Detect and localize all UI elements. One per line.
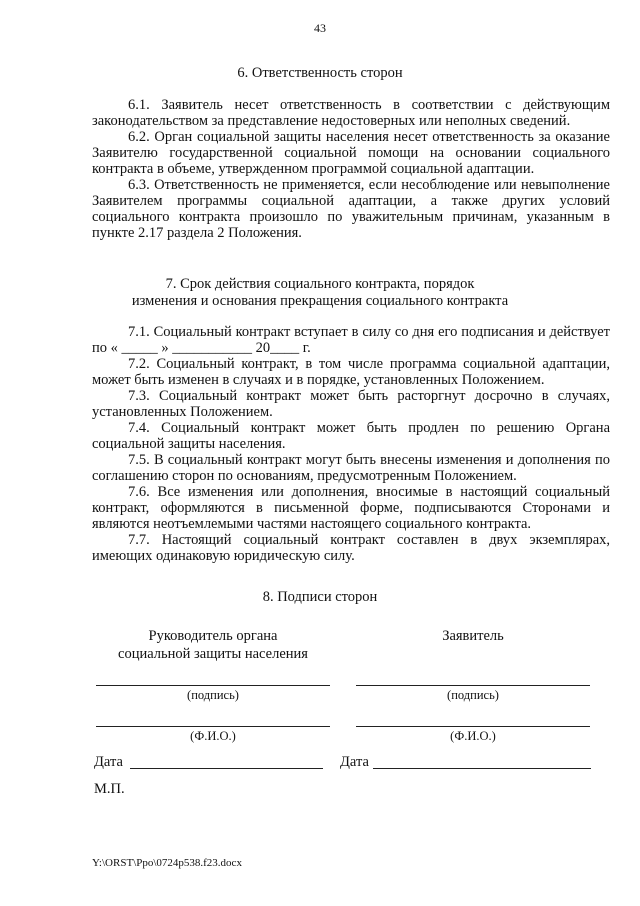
left-name-line[interactable] <box>96 726 330 727</box>
paragraph-7-7: 7.7. Настоящий социальный контракт составлен в двух экземплярах, имеющих одинаковую юридическую силу. <box>92 532 610 564</box>
left-name-caption: (Ф.И.О.) <box>190 729 236 743</box>
left-party-title <box>96 627 330 663</box>
section-7-title-line2: изменения и основания прекращения социального контракта <box>131 293 509 309</box>
paragraph-7-2: 7.2. Социальный контракт, в том числе программа социальной адаптации, может быть изменен в случаях и в порядке, установленных Положением. <box>92 356 610 388</box>
right-date-line[interactable] <box>373 768 591 769</box>
paragraph-7-4: 7.4. Социальный контракт может быть продлен по решению Органа социальной защиты населения. <box>92 420 610 452</box>
right-signature-line[interactable] <box>356 685 590 686</box>
paragraph-6-1: 6.1. Заявитель несет ответственность в соответствии с действующим законодательством за представление недостоверных или неполных сведений. <box>92 97 610 129</box>
right-name-caption: (Ф.И.О.) <box>450 729 496 743</box>
footer-file-path: Y:\ORST\Ppo\0724p538.f23.docx <box>92 857 242 869</box>
paragraph-6-2: 6.2. Орган социальной защиты населения несет ответственность за оказание Заявителю государственной социальной помощи на основании социального контракта в объеме, утвержденном программой социальной адаптации. <box>92 129 610 177</box>
left-signature-caption: (подпись) <box>187 688 239 702</box>
left-party-title-line1: Руководитель органа <box>148 628 278 644</box>
page-number: 43 <box>314 21 326 35</box>
paragraph-7-5: 7.5. В социальный контракт могут быть внесены изменения и дополнения по соглашению сторон по основаниям, предусмотренным Положением. <box>92 452 610 484</box>
paragraph-7-6: 7.6. Все изменения или дополнения, вносимые в настоящий социальный контракт, оформляются в письменной форме, подписываются Сторонами и являются неотъемлемыми частями настоящего социального контракта. <box>92 484 610 532</box>
left-date-label: Дата <box>94 754 123 770</box>
section-6-body <box>92 97 610 241</box>
stamp-label: М.П. <box>94 781 125 797</box>
section-8-title: 8. Подписи сторон <box>262 589 378 605</box>
right-signature-caption: (подпись) <box>447 688 499 702</box>
left-signature-line[interactable] <box>96 685 330 686</box>
paragraph-6-3: 6.3. Ответственность не применяется, если несоблюдение или невыполнение Заявителем программы социальной адаптации, а также других условий социального контракта произошло по уважительным причинам, указанным в пункте 2.17 раздела 2 Положения. <box>92 177 610 241</box>
paragraph-7-3: 7.3. Социальный контракт может быть расторгнут досрочно в случаях, установленных Положением. <box>92 388 610 420</box>
section-7-title <box>0 276 640 310</box>
right-date-label: Дата <box>340 754 369 770</box>
right-name-line[interactable] <box>356 726 590 727</box>
paragraph-7-1: 7.1. Социальный контракт вступает в силу со дня его подписания и действует по « _____ » ___________ 20____ г. <box>92 324 610 356</box>
section-7-title-line1: 7. Срок действия социального контракта, порядок <box>165 276 475 292</box>
left-date-line[interactable] <box>130 768 323 769</box>
section-6-title: 6. Ответственность сторон <box>237 65 403 81</box>
section-7-body <box>92 324 610 564</box>
right-party-title: Заявитель <box>442 628 504 644</box>
left-party-title-line2: социальной защиты населения <box>118 646 308 662</box>
